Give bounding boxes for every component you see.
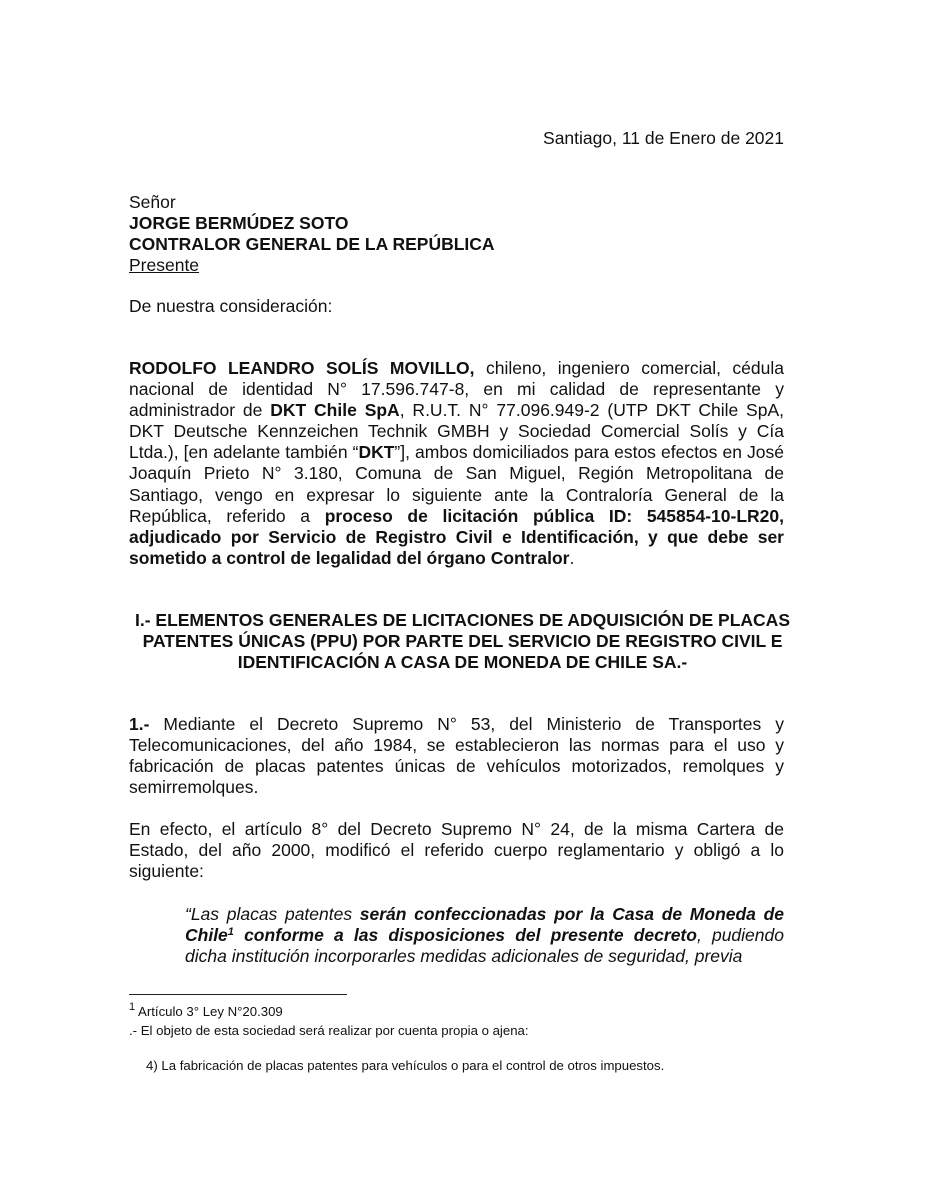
intro-text-2: , R.U.T. N° 77.096.949-2 (UTP DKT Chile SpA, DKT Deutsche Kennzeichen Technik GMBH y Sociedad Comercial Solís y Cía Ltda.), [en adelante también “ <box>129 400 784 463</box>
footnote-separator <box>129 994 347 995</box>
quote-text-1: “Las placas patentes <box>185 904 360 924</box>
salutation: Señor <box>129 192 176 212</box>
process-reference: proceso de licitación pública ID: 545854-10-LR20, adjudicado por Servicio de Registro Civil e Identificación, y que debe ser sometido a control de legalidad del órgano Contralor <box>129 505 784 568</box>
paragraph-2: En efecto, el artículo 8° del Decreto Supremo N° 24, de la misma Cartera de Estado, del año 2000, modificó el referido cuerpo reglamentario y obligó a lo siguiente: <box>129 819 784 882</box>
addressee-block <box>129 192 495 276</box>
footnote-ref: 1 <box>129 1001 136 1013</box>
addressee-position: CONTRALOR GENERAL DE LA REPÚBLICA <box>129 234 495 254</box>
point-1-paragraph <box>129 714 784 798</box>
company-name: DKT Chile SpA <box>270 400 400 421</box>
intro-paragraph <box>129 358 784 569</box>
addressee-name: JORGE BERMÚDEZ SOTO <box>129 213 349 233</box>
intro-text-4: . <box>569 547 575 568</box>
quote-bold-2: conforme a las disposiciones del presente decreto <box>233 925 697 946</box>
decree-quote <box>185 904 784 967</box>
footnote-marker: 1 <box>227 926 234 939</box>
presente-label: Presente <box>129 255 200 275</box>
quote-text-2: , pudiendo dicha institución incorporarles medidas adicionales de seguridad, previa <box>185 925 784 967</box>
footnote-line-3: 4) La fabricación de placas patentes para vehículos o para el control de otros impuestos. <box>146 1058 665 1073</box>
greeting: De nuestra consideración: <box>129 296 333 316</box>
point-1-number: 1.- <box>129 714 150 734</box>
section-heading: I.- ELEMENTOS GENERALES DE LICITACIONES DE ADQUISICIÓN DE PLACAS PATENTES ÚNICAS (PPU) POR PARTE DEL SERVICIO DE REGISTRO CIVIL E IDENTIFICACIÓN A CASA DE MONEDA DE CHILE SA.- <box>134 610 790 673</box>
intro-text-3: ”], ambos domiciliados para estos efectos en José Joaquín Prieto N° 3.180, Comuna de San Miguel, Región Metropolitana de Santiago, vengo en expresar lo siguiente ante la Contraloría General de la República, referido a <box>129 442 784 526</box>
point-1-text: Mediante el Decreto Supremo N° 53, del Ministerio de Transportes y Telecomunicaciones, del año 1984, se establecieron las normas para el uso y fabricación de placas patentes únicas de vehículos motorizados, remolques y semirremolques. <box>129 714 784 798</box>
footnote-line-2: .- El objeto de esta sociedad será realizar por cuenta propia o ajena: <box>129 1023 529 1038</box>
intro-text-1: chileno, ingeniero comercial, cédula nacional de identidad N° 17.596.747-8, en mi calidad de representante y administrador de <box>129 358 784 421</box>
footnote-1 <box>129 1001 283 1020</box>
signatory-name: RODOLFO LEANDRO SOLÍS MOVILLO, <box>129 358 475 378</box>
date-line: Santiago, 11 de Enero de 2021 <box>543 128 784 148</box>
dkt-abbrev: DKT <box>358 442 395 463</box>
quote-bold-1: serán confeccionadas por la Casa de Moneda de Chile <box>185 904 785 946</box>
footnote-line-1: Artículo 3° Ley N°20.309 <box>135 1004 283 1019</box>
